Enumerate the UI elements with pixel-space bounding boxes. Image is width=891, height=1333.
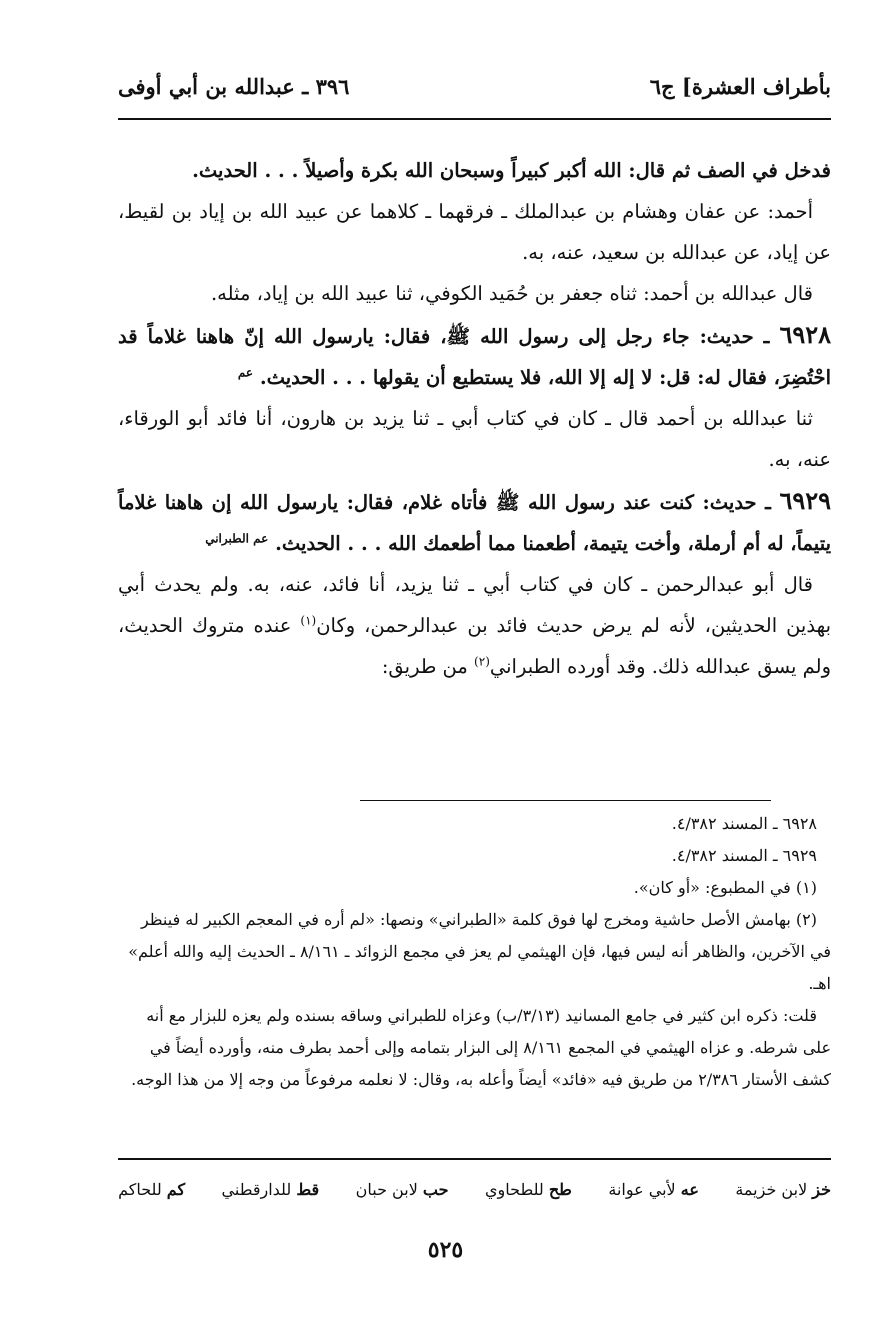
paragraph-ahmad-chain: أحمد: عن عفان وهشام بن عبدالملك ـ فرقهما ـ كلاهما عن عبيد الله بن إياد بن لقيط، عن إياد، عن عبدالله بن سعيد، عنه، به.: [118, 200, 831, 264]
commentary-part: عنده متروك الحديث، ولم يسق عبدالله ذلك. وقد أورده الطبراني: [118, 614, 831, 678]
abbr-item: خز لابن خزيمة: [735, 1180, 831, 1199]
header-volume-title: بأطراف العشرة] ج٦: [649, 74, 831, 99]
abbreviations-rule: [118, 1158, 831, 1160]
header-chapter-title: ٣٩٦ ـ عبدالله بن أبي أوفى: [118, 74, 350, 99]
header-rule: [118, 118, 831, 120]
commentary-part: من طريق:: [381, 655, 468, 678]
footnote-source-6929: ٦٩٢٩ ـ المسند ٤/٣٨٢.: [671, 846, 817, 865]
footnote-2-comment: قلت: ذكره ابن كثير في جامع المسانيد (٣/١٣/ب) وعزاه للطبراني وساقه بسنده ولم يعزه للبزار مع أنه على شرطه. و عزاه الهيثمي في المجمع ٨/١٦١ إلى البزار بتمامه وإلى أحمد بطرف منه، وأورده أيضاً في كشف الأستار ٢/٣٨٦ من طريق فيه «فائد» أيضاً وأعله به، وقال: لا نعلمه مرفوعاً من وجه إلا من هذا الوجه.: [131, 1006, 831, 1089]
footnotes: [118, 808, 831, 1096]
abbr-item: عه لأبي عوانة: [608, 1180, 699, 1199]
abbreviations-key: [118, 1180, 831, 1199]
hadith-6929: [118, 480, 831, 564]
paragraph-abdullah-chain: قال عبدالله بن أحمد: ثناه جعفر بن حُمَيد الكوفي، ثنا عبيد الله بن إياد، مثله.: [210, 282, 813, 305]
running-header: [118, 74, 831, 110]
abbr-item: كم للحاكم: [118, 1180, 186, 1199]
page-number: ٥٢٥: [427, 1237, 464, 1263]
hadith-6928: [118, 314, 831, 398]
footnote-source-6928: ٦٩٢٨ ـ المسند ٤/٣٨٢.: [671, 814, 817, 833]
abbr-item: حب لابن حبان: [355, 1180, 449, 1199]
commentary-part: قال أبو عبدالرحمن ـ كان في كتاب أبي ـ ثنا يزيد، أنا فائد، عنه، به. ولم يحدث أبي بهذين الحديثين، لأنه لم يرض حديث فائد بن عبدالرحمن، وكان: [118, 573, 832, 637]
hadith-text: ـ حديث: جاء رجل إلى رسول الله ﷺ، فقال: يارسول الله إنّ هاهنا غلاماً قد احْتُضِرَ، فقال له: قل: لا إله إلا الله، فلا يستطيع أن يقولها . . . الحديث.: [118, 325, 831, 389]
paragraph-commentary: [118, 564, 831, 687]
footnote-ref-1: (١): [300, 613, 317, 628]
footnote-ref-2: (٢): [474, 654, 490, 669]
footnote-1: (١) في المطبوع: «أو كان».: [633, 878, 817, 897]
hadith-number: ٦٩٢٩: [779, 486, 831, 515]
paragraph-isnad: ثنا عبدالله بن أحمد قال ـ كان في كتاب أبي ـ ثنا يزيد بن هارون، أنا فائد أبو الورقاء، عنه، به.: [118, 407, 831, 471]
main-text: [118, 150, 831, 687]
abbr-item: طح للطحاوي: [484, 1180, 572, 1199]
margin-note: عم الطبراني: [205, 531, 269, 546]
hadith-number: ٦٩٢٨: [779, 320, 831, 349]
paragraph-continuation: فدخل في الصف ثم قال: الله أكبر كبيراً وسبحان الله بكرة وأصيلاً . . . الحديث.: [192, 159, 831, 182]
abbr-item: قط للدارقطني: [221, 1180, 320, 1199]
footnote-2: (٢) بهامش الأصل حاشية ومخرج لها فوق كلمة «الطبراني» ونصها: «لم أره في المعجم الكبير له فينظر في الآخرين، والظاهر أنه ليس فيها، فإن الهيثمي لم يعز في مجمع الزوائد ـ ٨/١٦١ ـ الحديث إليه والله أعلم» اهـ.: [128, 910, 831, 993]
hadith-text: ـ حديث: كنت عند رسول الله ﷺ فأتاه غلام، فقال: يارسول الله إن هاهنا غلاماً يتيماً، له أم أرملة، وأخت يتيمة، أطعمنا مما أطعمك الله . . . الحديث.: [118, 491, 831, 555]
margin-note: عم: [237, 365, 254, 380]
footnote-separator: [360, 800, 771, 801]
